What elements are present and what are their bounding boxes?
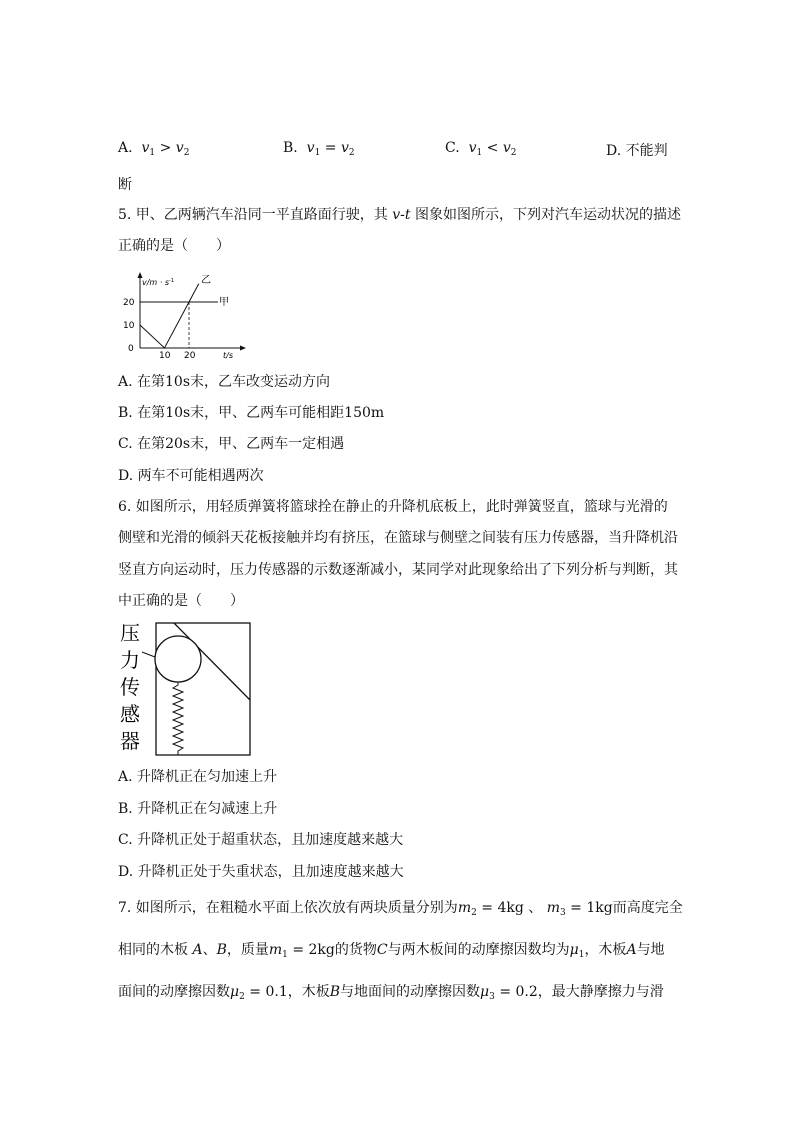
basketball [155,636,201,682]
sensor-pointer [142,652,155,657]
q4-option-b: B. $v_1 = v_2$ [283,140,355,158]
y-tick-20: 20 [123,298,135,308]
q6-option-d: D. 升降机正处于失重状态，且加速度越来越大 [118,864,404,880]
q6-stem-line1: 6. 如图所示，用轻质弹簧将篮球拴在静止的升降机底板上，此时弹簧竖直，篮球与光滑的 [118,499,668,515]
sensor-label-char-3: 传 [120,675,140,699]
q4-option-a: A. $v_1 > v_2$ [118,140,190,158]
x-tick-20: 20 [184,351,196,361]
series-jia-label: 甲 [219,297,229,308]
y-tick-0: 0 [128,344,134,354]
q6-stem-line4: 中正确的是（ ） [118,593,244,609]
q7-line1: 7. 如图所示，在粗糙水平面上依次放有两块质量分别为$m_2 = 4kg$ 、 $m_3 = 1kg$而高度完全 [118,900,683,918]
q5-stem-line1: 5. 甲、乙两辆汽车沿同一平直路面行驶，其 v-t 图象如图所示，下列对汽车运动状况的描述 [118,207,681,223]
q4-option-d-wrap: 断 [118,177,132,193]
q4-option-c: C. $v_1 < v_2$ [445,140,517,158]
q6-option-a: A. 升降机正在匀加速上升 [118,769,278,785]
x-axis-label: t/s [223,351,233,360]
spring [173,682,183,755]
q6-stem-line2: 侧壁和光滑的倾斜天花板接触并均有挤压，在篮球与侧壁之间装有压力传感器，当升降机沿 [118,530,678,546]
q4-option-d: D. 不能判 [606,143,668,159]
q5-option-c: C. 在第20s末，甲、乙两车一定相遇 [118,436,345,452]
sensor-label-char-4: 感 [120,702,140,726]
series-yi-label: 乙 [201,275,211,286]
x-tick-10: 10 [159,351,171,361]
q5-option-d: D. 两车不可能相遇两次 [118,468,264,484]
sensor-label-char-2: 力 [120,648,140,672]
q4-options [118,140,678,162]
q7-line2: 相同的木板 A、B，质量$m_1 = 2kg$的货物C与两木板间的动摩擦因数均为$\mu_1$，木板A与地 [118,942,665,960]
q6-option-c: C. 升降机正处于超重状态，且加速度越来越大 [118,832,404,848]
q6-option-b: B. 升降机正在匀减速上升 [118,801,278,817]
x-axis-arrow [240,346,246,351]
q5-vt-graph [118,268,248,363]
sensor-label-char-1: 压 [120,621,140,645]
q7-line3: 面间的动摩擦因数$\mu_2 = 0.1$，木板B与地面间的动摩擦因数$\mu_3 = 0.2$，最大静摩擦力与滑 [118,984,664,1002]
y-tick-10: 10 [123,321,135,331]
sensor-label-char-5: 器 [120,729,140,753]
q5-stem-line2: 正确的是（ ） [118,238,230,254]
q6-stem-line3: 竖直方向运动时，压力传感器的示数逐渐减小，某同学对此现象给出了下列分析与判断，其 [118,562,678,578]
q5-option-b: B. 在第10s末，甲、乙两车可能相距150m [118,405,385,421]
series-yi-line [140,284,199,348]
q5-option-a: A. 在第10s末，乙车改变运动方向 [118,374,331,390]
y-axis-label: $v/m \cdot s^{-1}$ [142,278,175,287]
q6-elevator-figure [118,620,254,758]
